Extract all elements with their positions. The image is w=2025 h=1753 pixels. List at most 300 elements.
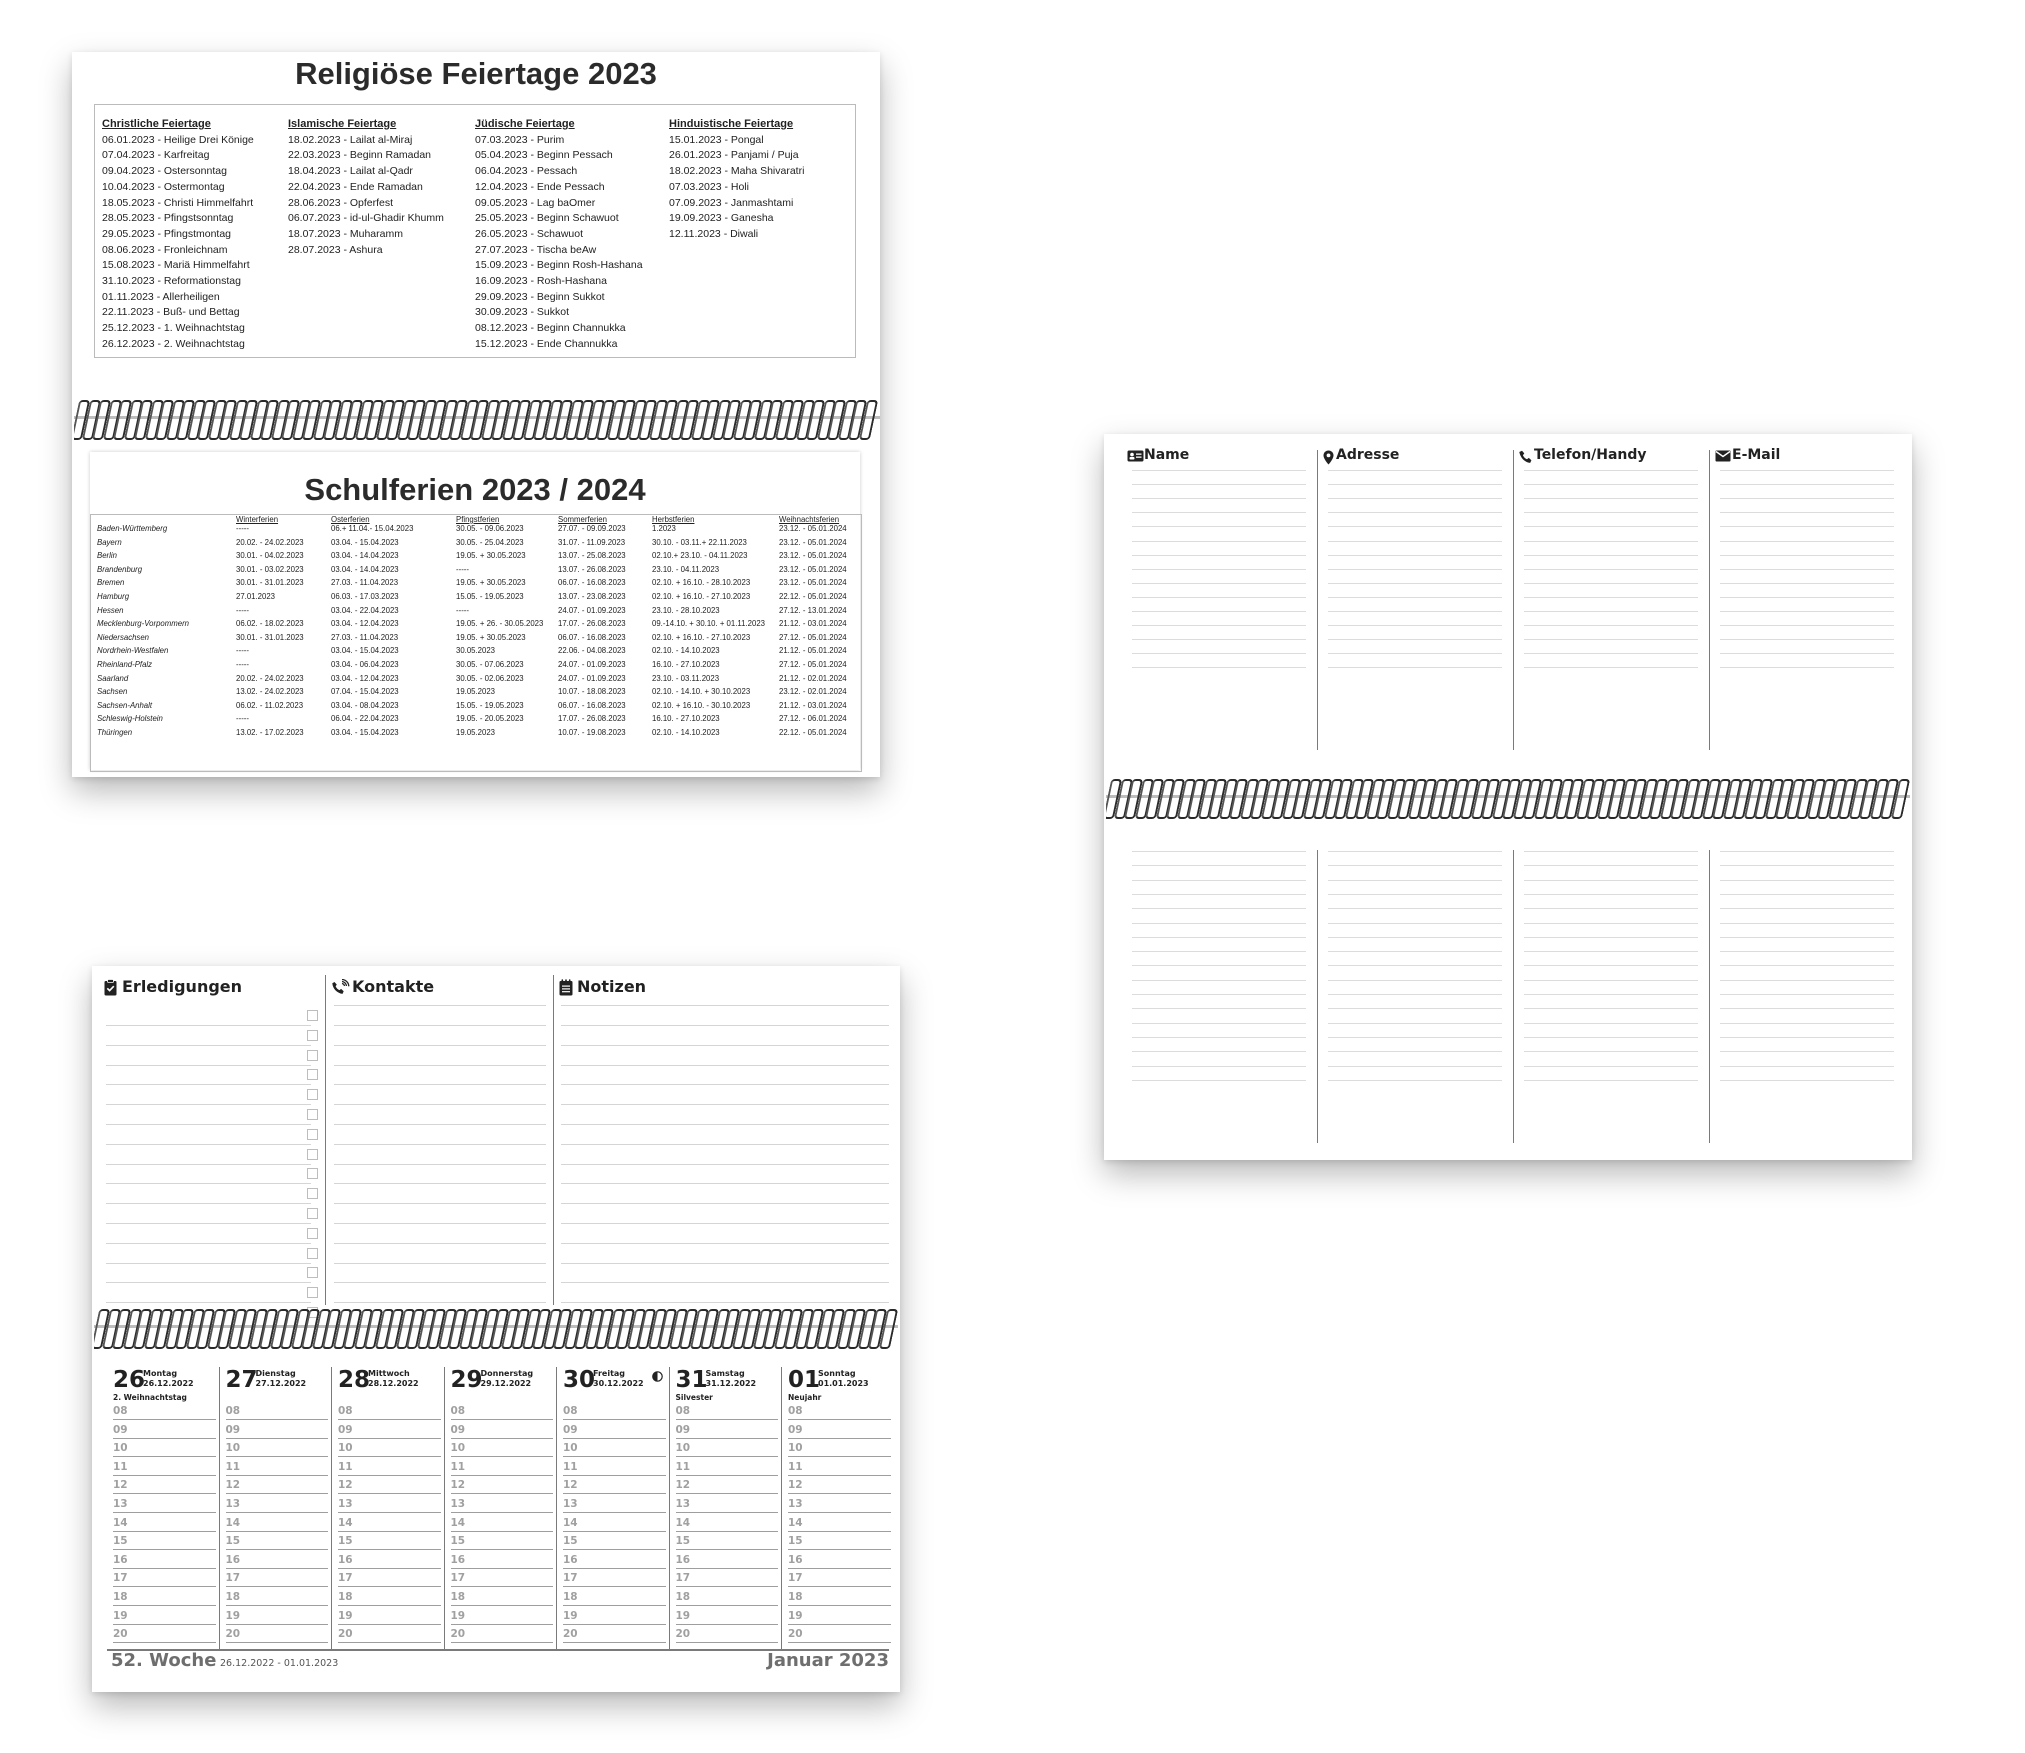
hour-label: 16	[788, 1553, 803, 1566]
contacts-write-line	[1720, 484, 1894, 485]
contacts-write-line	[1720, 1051, 1894, 1052]
todo-checkbox[interactable]	[307, 1129, 318, 1140]
hour-line	[113, 1456, 216, 1457]
hour-label: 19	[788, 1609, 803, 1622]
column-divider	[1513, 850, 1514, 1143]
hour-line	[226, 1475, 329, 1476]
phone-icon	[1519, 450, 1533, 464]
todo-checkbox[interactable]	[307, 1228, 318, 1239]
hour-line	[563, 1438, 666, 1439]
contacts-write-line	[1720, 1008, 1894, 1009]
school-row	[91, 536, 859, 550]
hour-label: 17	[113, 1572, 128, 1585]
contacts-write-line	[1720, 498, 1894, 499]
school-cell: 09.-14.10. + 30.10. + 01.11.2023	[652, 619, 766, 629]
half-moon-icon	[652, 1371, 663, 1382]
hour-label: 18	[563, 1591, 578, 1603]
holiday-item: 18.07.2023 - Muharamm	[288, 227, 403, 240]
contacts-write-line	[1132, 994, 1306, 995]
contacts-write-line	[1328, 994, 1502, 995]
school-cell: 13.02. - 17.02.2023	[236, 728, 304, 737]
school-state: Sachsen	[97, 687, 128, 697]
hour-line	[113, 1586, 216, 1587]
contacts-write-line	[1524, 653, 1698, 654]
contacts-write-line	[1720, 526, 1894, 527]
contacts-write-line	[1524, 611, 1698, 612]
todo-checkbox[interactable]	[307, 1248, 318, 1259]
school-cell: 23.12. - 05.01.2024	[779, 564, 847, 574]
school-cell: 30.01. - 04.02.2023	[236, 551, 304, 561]
hour-line	[788, 1642, 891, 1643]
school-cell: 03.04. - 15.04.2023	[331, 728, 399, 737]
holiday-item: 26.01.2023 - Panjami / Puja	[669, 149, 799, 162]
contacts-write-line	[1132, 569, 1306, 570]
hour-label: 16	[675, 1553, 691, 1566]
holiday-item: 07.03.2023 - Holi	[669, 180, 749, 193]
contacts-write-line	[1524, 1080, 1698, 1081]
write-line	[561, 1084, 889, 1085]
day-divider	[781, 1367, 782, 1650]
hour-line	[226, 1624, 329, 1625]
hour-line	[788, 1456, 891, 1457]
write-line	[334, 1065, 546, 1066]
hour-line	[788, 1438, 891, 1439]
holiday-column-header: Islamische Feiertage	[288, 118, 397, 130]
hour-line	[113, 1438, 216, 1439]
holiday-item: 25.05.2023 - Beginn Schawuot	[475, 212, 619, 225]
todo-checkbox[interactable]	[307, 1030, 318, 1041]
contacts-write-line	[1720, 625, 1894, 626]
day-divider	[444, 1367, 445, 1650]
contacts-write-line	[1720, 512, 1894, 513]
school-cell: 13.07. - 26.08.2023	[558, 564, 626, 574]
write-line	[561, 1263, 889, 1264]
hour-line	[451, 1493, 554, 1494]
contacts-write-line	[1524, 555, 1698, 556]
holiday-item: 07.03.2023 - Purim	[475, 133, 565, 146]
school-cell: 23.10. - 28.10.2023	[652, 605, 720, 615]
column-divider	[1709, 450, 1710, 750]
school-cell: -----	[236, 646, 249, 656]
write-line	[106, 1263, 311, 1264]
holiday-column-header: Christliche Feiertage	[102, 118, 211, 130]
school-row	[91, 576, 859, 590]
hour-label: 12	[788, 1479, 803, 1492]
day-column	[223, 1367, 328, 1647]
envelope-icon	[1715, 450, 1731, 462]
school-cell: 21.12. - 03.01.2024	[779, 700, 847, 710]
write-line	[334, 1223, 546, 1224]
todo-checkbox[interactable]	[307, 1089, 318, 1100]
contacts-write-line	[1328, 526, 1502, 527]
holiday-item: 18.04.2023 - Lailat al-Qadr	[288, 165, 413, 178]
section-label: Erledigungen	[122, 977, 243, 996]
school-cell: 23.10. - 04.11.2023	[652, 564, 720, 574]
day-name: Montag	[143, 1369, 178, 1378]
write-line	[334, 1302, 546, 1303]
school-cell: 27.03. - 11.04.2023	[331, 578, 399, 588]
write-line	[561, 1065, 889, 1066]
hour-line	[226, 1493, 329, 1494]
contacts-write-line	[1328, 611, 1502, 612]
contacts-write-line	[1328, 569, 1502, 570]
school-cell: 06.04. - 22.04.2023	[331, 714, 399, 724]
holiday-item: 06.01.2023 - Heilige Drei Könige	[102, 133, 254, 146]
hour-line	[338, 1419, 441, 1420]
holiday-item: 28.05.2023 - Pfingstsonntag	[102, 212, 234, 225]
hour-line	[563, 1531, 666, 1532]
school-cell: 10.07. - 19.08.2023	[558, 728, 626, 737]
hour-label: 16	[225, 1553, 241, 1566]
hour-line	[676, 1475, 779, 1476]
holiday-item: 18.02.2023 - Maha Shivaratri	[669, 165, 805, 178]
hour-line	[788, 1586, 891, 1587]
hour-line	[338, 1642, 441, 1643]
contacts-write-line	[1720, 597, 1894, 598]
day-date: 01.01.2023	[818, 1379, 869, 1388]
contacts-write-line	[1132, 470, 1306, 471]
write-line	[334, 1104, 546, 1105]
todo-checkbox[interactable]	[307, 1208, 318, 1219]
school-cell: 21.12. - 02.01.2024	[779, 673, 847, 683]
contacts-write-line	[1132, 512, 1306, 513]
hour-label: 09	[450, 1423, 466, 1436]
hour-line	[451, 1605, 554, 1606]
spiral-binding-contacts	[1106, 775, 1910, 819]
day-divider	[219, 1367, 220, 1650]
todo-checkbox[interactable]	[307, 1069, 318, 1080]
holiday-column-header: Jüdische Feiertage	[475, 118, 575, 130]
contacts-write-line	[1328, 851, 1502, 852]
write-line	[334, 1243, 546, 1244]
school-cell: 30.01. - 03.02.2023	[236, 564, 304, 574]
write-line	[106, 1203, 311, 1204]
holiday-item: 08.12.2023 - Beginn Channukka	[475, 322, 626, 335]
write-line	[561, 1045, 889, 1046]
school-cell: 02.10. + 16.10. - 27.10.2023	[652, 592, 751, 601]
hour-label: 18	[113, 1591, 128, 1603]
school-cell: 27.12. - 05.01.2024	[779, 632, 847, 642]
todo-checkbox[interactable]	[307, 1050, 318, 1061]
contacts-write-line	[1132, 894, 1306, 895]
hour-line	[113, 1531, 216, 1532]
day-column	[335, 1367, 440, 1647]
school-state: Baden-Württemberg	[97, 524, 168, 533]
school-row	[91, 644, 859, 658]
hour-label: 19	[563, 1609, 578, 1622]
hour-line	[451, 1456, 554, 1457]
hour-label: 11	[338, 1460, 353, 1473]
todo-checkbox[interactable]	[307, 1267, 318, 1278]
todo-checkbox[interactable]	[307, 1109, 318, 1120]
holiday-item: 07.04.2023 - Karfreitag	[102, 149, 210, 162]
school-state: Hessen	[97, 605, 124, 615]
hour-line	[338, 1624, 441, 1625]
todo-checkbox[interactable]	[307, 1149, 318, 1160]
write-line	[561, 1243, 889, 1244]
day-name: Sonntag	[818, 1369, 856, 1378]
day-number: 26	[113, 1367, 146, 1393]
hour-label: 13	[788, 1498, 803, 1510]
hour-line	[788, 1605, 891, 1606]
school-cell: 16.10. - 27.10.2023	[652, 660, 720, 669]
hour-label: 14	[788, 1516, 803, 1529]
contacts-write-line	[1720, 1037, 1894, 1038]
column-divider	[1317, 850, 1318, 1143]
day-column	[110, 1367, 215, 1647]
hour-line	[113, 1549, 216, 1550]
contacts-write-line	[1720, 611, 1894, 612]
school-cell: 06.07. - 16.08.2023	[558, 578, 626, 588]
school-cell: 27.12. - 05.01.2024	[779, 660, 847, 669]
school-cell: 03.04. - 12.04.2023	[331, 673, 399, 683]
holiday-item: 22.04.2023 - Ende Ramadan	[288, 180, 423, 193]
holiday-item: 27.07.2023 - Tischa beAw	[475, 243, 597, 256]
todo-checkbox[interactable]	[307, 1188, 318, 1199]
hour-label: 08	[450, 1405, 466, 1417]
school-cell: 30.05. - 02.06.2023	[456, 673, 524, 683]
day-column	[785, 1367, 890, 1647]
contacts-write-line	[1132, 484, 1306, 485]
holiday-item: 31.10.2023 - Reformationstag	[102, 275, 241, 288]
school-state: Bayern	[97, 537, 122, 547]
hour-label: 09	[225, 1423, 241, 1436]
school-header-cell: Herbstferien	[652, 515, 695, 524]
hour-line	[338, 1586, 441, 1587]
contacts-write-line	[1132, 865, 1306, 866]
hour-label: 11	[788, 1460, 803, 1473]
holiday-item: 22.03.2023 - Beginn Ramadan	[288, 149, 432, 162]
contacts-write-line	[1720, 541, 1894, 542]
write-line	[334, 1282, 546, 1283]
section-label: Kontakte	[352, 977, 435, 996]
holiday-item: 15.01.2023 - Pongal	[669, 133, 764, 146]
hour-label: 17	[563, 1572, 578, 1585]
school-cell: 30.05. - 25.04.2023	[456, 537, 524, 547]
hour-line	[676, 1531, 779, 1532]
day-divider	[331, 1367, 332, 1650]
hour-line	[338, 1531, 441, 1532]
hour-line	[788, 1475, 891, 1476]
hour-line	[226, 1456, 329, 1457]
hour-label: 10	[563, 1442, 578, 1455]
contacts-write-line	[1720, 1080, 1894, 1081]
todo-checkbox[interactable]	[307, 1287, 318, 1298]
school-cell: 06.+ 11.04.- 15.04.2023	[331, 524, 414, 533]
contacts-write-line	[1328, 639, 1502, 640]
hour-label: 15	[788, 1535, 803, 1548]
school-cell: 30.05.2023	[456, 646, 496, 656]
day-name: Freitag	[593, 1369, 626, 1378]
hour-line	[451, 1475, 554, 1476]
hour-line	[113, 1419, 216, 1420]
contacts-write-line	[1328, 667, 1502, 668]
spiral-binding-top	[74, 396, 880, 440]
contacts-write-line	[1524, 937, 1698, 938]
day-date: 27.12.2022	[255, 1379, 307, 1388]
contacts-write-line	[1328, 965, 1502, 966]
hour-label: 19	[450, 1609, 466, 1622]
contacts-write-line	[1720, 470, 1894, 471]
school-row	[91, 712, 859, 726]
school-cell: 23.12. - 05.01.2024	[779, 578, 847, 588]
school-cell: 02.10. - 14.10. + 30.10.2023	[652, 687, 751, 697]
hour-label: 19	[225, 1609, 241, 1622]
section-label: Notizen	[577, 977, 647, 996]
school-cell: 16.10. - 27.10.2023	[652, 714, 720, 724]
school-cell: 02.10. - 14.10.2023	[652, 728, 720, 737]
school-row	[91, 604, 859, 618]
hour-line	[676, 1642, 779, 1643]
contacts-write-line	[1720, 965, 1894, 966]
write-line	[334, 1203, 546, 1204]
hour-line	[338, 1568, 441, 1569]
write-line	[106, 1243, 311, 1244]
day-date: 26.12.2022	[143, 1379, 194, 1388]
school-cell: 30.05. - 09.06.2023	[456, 524, 524, 533]
hour-label: 13	[450, 1498, 466, 1510]
contacts-write-line	[1328, 894, 1502, 895]
section-erledigungen	[104, 977, 320, 999]
holiday-item: 28.06.2023 - Opferfest	[288, 196, 394, 209]
contacts-write-line	[1720, 865, 1894, 866]
school-cell: 03.04. - 08.04.2023	[331, 700, 399, 710]
hour-line	[226, 1605, 329, 1606]
contacts-write-line	[1524, 639, 1698, 640]
write-line	[106, 1065, 311, 1066]
school-cell: 22.12. - 05.01.2024	[779, 728, 847, 737]
holiday-item: 12.11.2023 - Diwali	[669, 227, 759, 240]
hour-line	[113, 1475, 216, 1476]
day-number: 29	[450, 1367, 483, 1393]
school-row	[91, 672, 859, 686]
hour-label: 20	[563, 1628, 578, 1641]
contacts-write-line	[1524, 526, 1698, 527]
holiday-item: 16.09.2023 - Rosh-Hashana	[475, 275, 607, 288]
hour-line	[788, 1568, 891, 1569]
contacts-header-email	[1712, 447, 1896, 467]
contacts-write-line	[1720, 555, 1894, 556]
hour-line	[563, 1475, 666, 1476]
write-line	[334, 1164, 546, 1165]
contacts-write-line	[1132, 965, 1306, 966]
school-cell: -----	[236, 605, 249, 615]
contacts-write-line	[1132, 597, 1306, 598]
column-divider	[553, 975, 554, 1305]
contacts-header-label: Telefon/Handy	[1534, 447, 1647, 463]
hour-label: 09	[675, 1423, 691, 1436]
contacts-write-line	[1328, 484, 1502, 485]
contacts-write-line	[1132, 498, 1306, 499]
contacts-write-line	[1328, 541, 1502, 542]
hour-label: 09	[113, 1423, 128, 1436]
school-state: Sachsen-Anhalt	[97, 700, 153, 710]
day-number: 28	[338, 1367, 371, 1393]
spiral-coil	[1894, 777, 1905, 817]
holiday-column	[475, 117, 660, 353]
id-card-icon	[1127, 450, 1144, 462]
hour-line	[676, 1605, 779, 1606]
hour-label: 19	[113, 1609, 128, 1622]
hour-line	[563, 1624, 666, 1625]
holiday-item: 29.09.2023 - Beginn Sukkot	[475, 290, 605, 303]
school-cell: -----	[236, 714, 249, 724]
hour-label: 14	[450, 1516, 466, 1529]
hour-line	[338, 1549, 441, 1550]
hour-line	[113, 1605, 216, 1606]
contacts-write-line	[1132, 937, 1306, 938]
school-state: Mecklenburg-Vorpommern	[97, 619, 190, 629]
school-cell: 06.02. - 18.02.2023	[236, 619, 304, 629]
school-cell: 03.04. - 22.04.2023	[331, 605, 399, 615]
hour-label: 08	[225, 1405, 241, 1417]
todo-checkbox[interactable]	[307, 1168, 318, 1179]
contacts-write-line	[1524, 667, 1698, 668]
hour-line	[338, 1512, 441, 1513]
contacts-write-line	[1524, 470, 1698, 471]
contacts-write-line	[1328, 1051, 1502, 1052]
contacts-write-line	[1132, 541, 1306, 542]
school-cell: 06.02. - 11.02.2023	[236, 700, 304, 710]
hour-label: 14	[563, 1516, 578, 1529]
contacts-write-line	[1524, 1051, 1698, 1052]
hour-label: 09	[338, 1423, 353, 1436]
school-cell: 19.05.2023	[456, 728, 496, 737]
write-line	[561, 1005, 889, 1006]
school-cell: 21.12. - 03.01.2024	[779, 619, 847, 629]
contacts-write-line	[1132, 667, 1306, 668]
hour-line	[563, 1568, 666, 1569]
todo-checkbox[interactable]	[307, 1010, 318, 1021]
hour-line	[113, 1512, 216, 1513]
school-cell: 13.07. - 25.08.2023	[558, 551, 626, 561]
contacts-write-line	[1132, 980, 1306, 981]
contacts-write-line	[1328, 470, 1502, 471]
contacts-write-line	[1132, 583, 1306, 584]
contacts-write-line	[1720, 583, 1894, 584]
contacts-header-label: E-Mail	[1732, 447, 1781, 463]
hour-line	[338, 1605, 441, 1606]
contacts-write-line	[1328, 512, 1502, 513]
hour-label: 10	[225, 1442, 241, 1455]
school-cell: 23.12. - 05.01.2024	[779, 524, 847, 533]
contacts-write-line	[1720, 1066, 1894, 1067]
hour-label: 20	[450, 1628, 466, 1641]
contacts-write-line	[1524, 923, 1698, 924]
write-line	[106, 1104, 311, 1105]
hour-label: 14	[675, 1516, 691, 1529]
month-label: Januar 2023	[767, 1650, 889, 1671]
school-state: Berlin	[97, 551, 117, 561]
contacts-write-line	[1720, 980, 1894, 981]
hour-label: 20	[338, 1628, 353, 1641]
hour-line	[563, 1419, 666, 1420]
contacts-write-line	[1132, 951, 1306, 952]
day-column	[560, 1367, 665, 1647]
day-number: 01	[788, 1367, 821, 1393]
hour-label: 10	[113, 1442, 128, 1455]
write-line	[561, 1302, 889, 1303]
school-cell: 15.05. - 19.05.2023	[456, 700, 524, 710]
hour-label: 13	[675, 1498, 691, 1510]
hour-line	[338, 1493, 441, 1494]
write-line	[334, 1263, 546, 1264]
contacts-write-line	[1720, 894, 1894, 895]
school-cell: -----	[236, 660, 249, 669]
hour-label: 11	[450, 1460, 466, 1473]
contacts-write-line	[1328, 597, 1502, 598]
hour-label: 17	[788, 1572, 803, 1585]
